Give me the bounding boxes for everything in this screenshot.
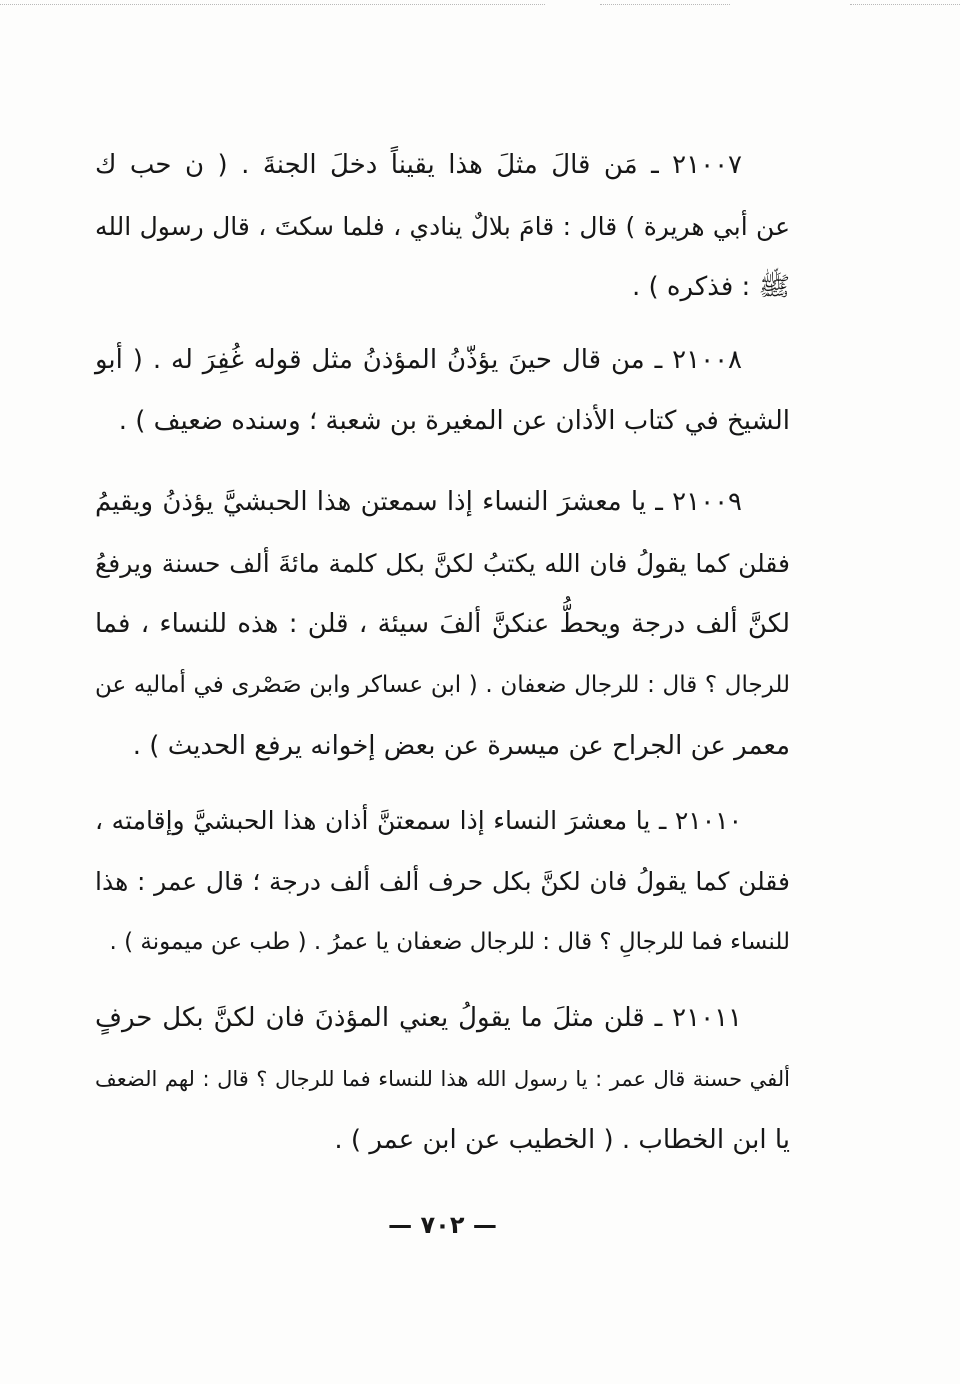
text-line: عن أبي هريرة ) قال : قامَ بلالٌ ينادي ، فلما سكتَ ، قال رسول الله [95, 212, 790, 241]
text-line: ٢١٠٠٨ ـ من قال حينَ يؤذّنُ المؤذنُ مثل قوله غُفِرَ له . ( أبو [95, 345, 742, 375]
hadith-entry-21009 [95, 472, 790, 777]
text-line: ﷺ : فذكره ) . [631, 272, 790, 302]
text-line: فقلن كما يقولُ فان الله يكتبُ لكنَّ بكل كلمة مائةَ ألف حسنة ويرفعُ [95, 549, 790, 578]
hadith-entry-21011 [95, 988, 790, 1171]
text-line: للنساء فما للرجالِ ؟ قال : للرجال ضعفان يا عمرُ . ( طب عن ميمونة ) . [109, 929, 790, 955]
text-line: معمر عن الجراح عن ميسرة عن بعض إخوانه يرفع الحديث ) . [132, 731, 790, 761]
text-line: فقلن كما يقولُ فان لكنَّ بكل حرف ألف ألف درجة ؛ قال عمر : هذا [95, 867, 790, 896]
text-line: للرجال ؟ قال : للرجال ضعفان . ( ابن عساكر وابن صَصْرى في أماليه عن [95, 672, 790, 698]
text-line: يا ابن الخطاب . ( الخطيب عن ابن عمر ) . [334, 1125, 790, 1155]
text-line: لكنَّ ألف درجة ويحطُّ عنكنَّ ألفَ سيئة ، قلن : هذه للنساء ، فما [95, 609, 790, 639]
text-line: ٢١٠٠٩ ـ يا معشرَ النساء إذا سمعتن هذا الحبشيَّ يؤذنُ ويقيمُ [95, 487, 742, 517]
text-line: ٢١٠١١ ـ قلن مثلَ ما يقولُ يعني المؤذنَ فان لكنَّ بكل حرفٍ [95, 1003, 742, 1033]
page-number: — ٧٠٢ — [388, 1211, 497, 1239]
text-block [95, 0, 790, 1384]
text-line: ٢١٠١٠ ـ يا معشرَ النساء إذا سمعتنَّ أذان هذا الحبشيَّ وإقامته ، [95, 806, 742, 835]
text-line: ألفي حسنة قال عمر : يا رسول الله هذا للنساء فما للرجال ؟ قال : لهم الضعف [95, 1067, 790, 1091]
hadith-entry-21008 [95, 330, 790, 452]
text-line: ٢١٠٠٧ ـ مَن قالَ مثلَ هذا يقيناً دخلَ الجنةَ . ( ن حب ك [95, 150, 742, 180]
text-line: الشيخ في كتاب الأذان عن المغيرة بن شعبة ؛ وسنده ضعيف ) . [118, 406, 790, 436]
hadith-entry-21010 [95, 790, 790, 973]
hadith-entry-21007 [95, 135, 790, 318]
scan-edge-rule [850, 4, 960, 5]
